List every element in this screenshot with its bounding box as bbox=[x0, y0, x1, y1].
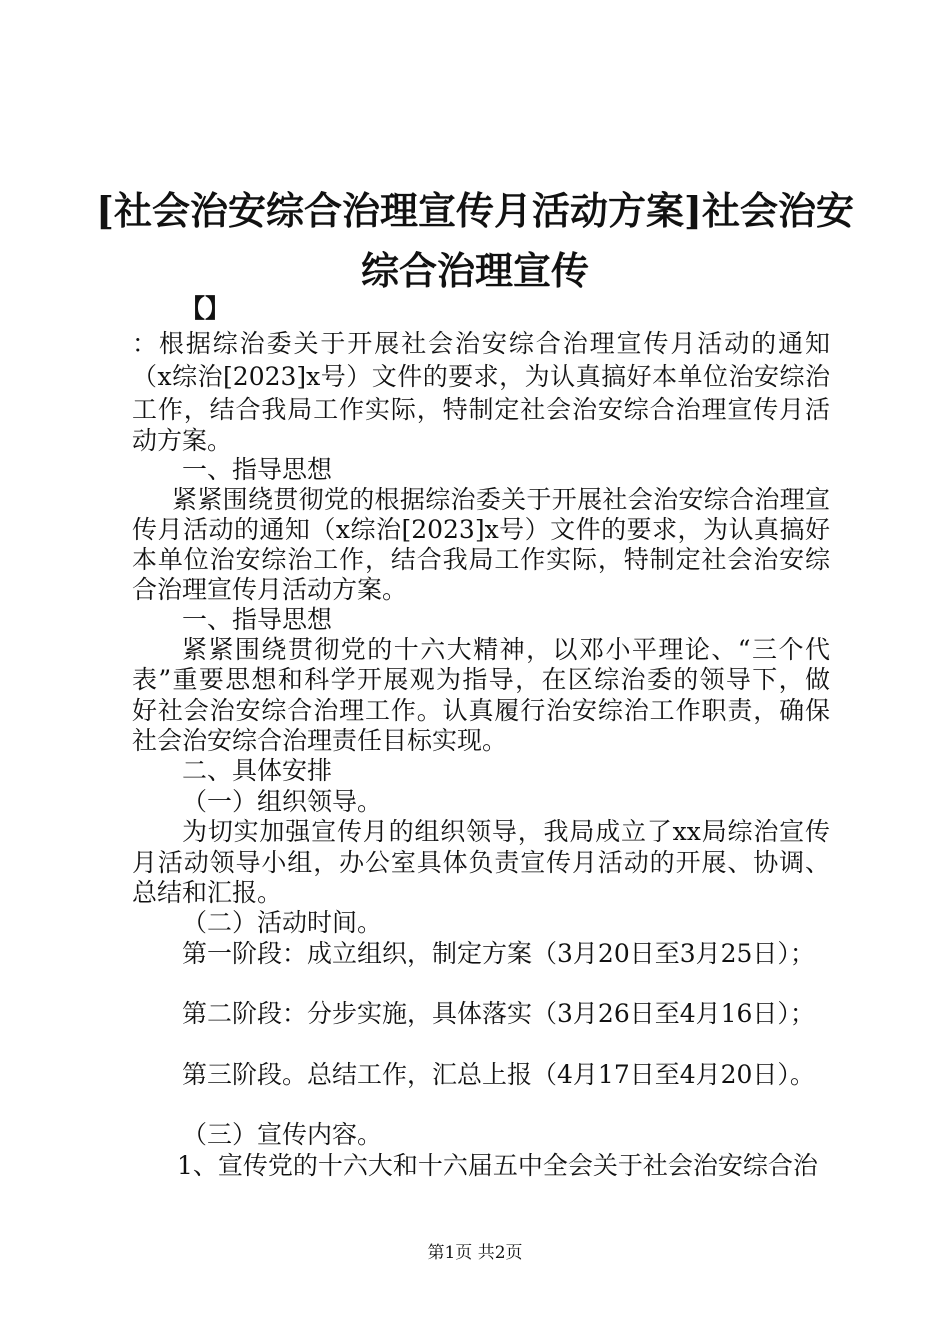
schedule-line: 第三阶段。总结工作，汇总上报（4月17日至4月20日）。 bbox=[182, 1060, 815, 1089]
paragraph-line: 为切实加强宣传月的组织领导，我局成立了xx局综治宣传 bbox=[182, 817, 830, 846]
paragraph-line: 合治理宣传月活动方案。 bbox=[132, 575, 408, 604]
section-heading: 二、具体安排 bbox=[182, 756, 333, 785]
paragraph-line: 月活动领导小组，办公室具体负责宣传月活动的开展、协调、 bbox=[132, 848, 830, 877]
page-footer: 第1页 共2页 bbox=[427, 1243, 523, 1263]
paragraph-line: 好社会治安综合治理工作。认真履行治安综治工作职责，确保 bbox=[132, 696, 830, 725]
paragraph-line: ：根据综治委关于开展社会治安综合治理宣传月活动的通知 bbox=[132, 329, 830, 358]
paragraph-line: 本单位治安综治工作，结合我局工作实际，特制定社会治安综 bbox=[132, 545, 830, 574]
subsection-heading: （二）活动时间。 bbox=[182, 908, 383, 937]
document-title-line-2: 综合治理宣传 bbox=[360, 248, 589, 293]
paragraph-line: 工作，结合我局工作实际，特制定社会治安综合治理宣传月活 bbox=[132, 395, 830, 424]
subsection-heading: （三）宣传内容。 bbox=[182, 1120, 383, 1149]
paragraph-line: 紧紧围绕贯彻党的根据综治委关于开展社会治安综合治理宣 bbox=[172, 485, 830, 514]
paragraph-line: 动方案。 bbox=[132, 426, 233, 455]
section-heading: 一、指导思想 bbox=[182, 455, 333, 484]
paragraph-line: （x综治[2023]x号）文件的要求，为认真搞好本单位治安综治 bbox=[132, 362, 830, 391]
section-heading: 一、指导思想 bbox=[182, 605, 333, 634]
paragraph-line: 表”重要思想和科学开展观为指导，在区综治委的领导下，做 bbox=[132, 665, 830, 694]
paragraph-line: 社会治安综合治理责任目标实现。 bbox=[132, 726, 508, 755]
paragraph-line: 总结和汇报。 bbox=[132, 878, 283, 907]
subsection-heading: （一）组织领导。 bbox=[182, 787, 383, 816]
schedule-line: 第二阶段：分步实施，具体落实（3月26日至4月16日）； bbox=[182, 999, 815, 1028]
paragraph-line: 1、宣传党的十六大和十六届五中全会关于社会治安综合治 bbox=[177, 1151, 818, 1180]
paragraph-line: 紧紧围绕贯彻党的十六大精神，以邓小平理论、“三个代 bbox=[182, 635, 830, 664]
document-title-line-1: [社会治安综合治理宣传月活动方案]社会治安 bbox=[96, 188, 854, 233]
schedule-line: 第一阶段：成立组织，制定方案（3月20日至3月25日）； bbox=[182, 939, 815, 968]
paragraph-line: 传月活动的通知（x综治[2023]x号）文件的要求，为认真搞好 bbox=[132, 515, 830, 544]
bracket-heading: 【】 bbox=[180, 294, 231, 323]
